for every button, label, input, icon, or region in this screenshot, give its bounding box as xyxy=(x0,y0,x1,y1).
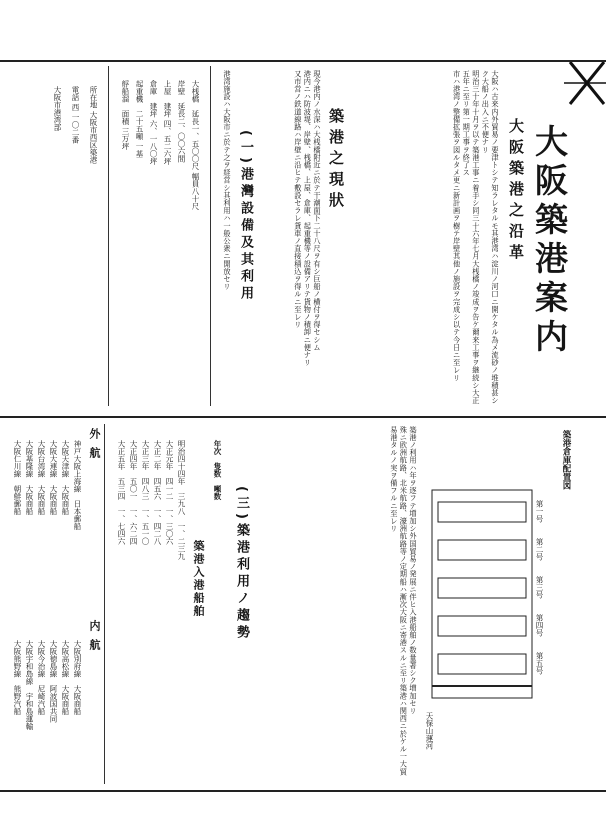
route-company: 日本郵船 xyxy=(73,500,82,530)
facility-row xyxy=(134,80,145,157)
route-name: 神戸大阪上海線 xyxy=(73,440,82,493)
foreign-route-row xyxy=(72,440,83,530)
status-paragraph: 又市営ノ鉄道線路ハ岸壁ニ沿ヒテ敷設セラレ貨車ノ直接積込ヲ得ルニ至レリ xyxy=(293,70,303,329)
ships-year: 明治四十四年 xyxy=(177,440,186,485)
ships-year: 大正四年 xyxy=(129,440,138,470)
foreign-heading xyxy=(86,428,102,460)
ships-count: 四一二 xyxy=(165,477,174,500)
domestic-route-row xyxy=(72,640,83,715)
foreign-route-row xyxy=(24,440,35,515)
warehouse-block xyxy=(438,502,526,522)
ships-count: 四八三 xyxy=(141,477,150,500)
facility-name: 艀船溜 xyxy=(121,80,130,103)
route-name: 大阪宇和島線 xyxy=(25,640,34,685)
ships-count: 三九八 xyxy=(177,492,186,515)
ships-row xyxy=(128,440,139,545)
domestic-route-row xyxy=(36,640,47,715)
column-divider xyxy=(104,424,105,784)
history-paragraph: 大阪ハ古来内外貿易ノ要津トシテ知ラレタルモ其港湾ハ淀川ノ河口ニ開ケタル為メ流砂ノ堆積甚シク大船ノ出入ニ不便ナリ xyxy=(481,70,500,405)
facility-row xyxy=(162,80,173,165)
route-company: 大阪商船 xyxy=(61,685,70,715)
facility-spec: 建坪 四、五二六坪 xyxy=(163,102,172,165)
history-paragraph: 明治三十年十月ヲ以テ築港工事ニ着手シ同三十六年七月大桟橋ノ竣成ヲ告ケ爾来工事ヲ継続シ大正五年ニ至リ第一期工事ヲ終了ス xyxy=(462,70,481,405)
diagram-label: 第四号 xyxy=(535,614,544,637)
warehouse-block xyxy=(438,578,526,598)
warehouse-block xyxy=(438,540,526,560)
ships-tonnage: 一、六二四 xyxy=(129,507,138,545)
equipment-intro xyxy=(214,70,232,370)
ships-row xyxy=(140,440,151,545)
facility-name: 大桟橋 xyxy=(191,80,200,103)
corner-cross-ornament-icon xyxy=(564,58,606,108)
ships-heading-text: 築港入港船舶 xyxy=(192,540,205,618)
status-text xyxy=(260,70,322,410)
note-line xyxy=(52,86,63,131)
route-company: 宇和島運輸 xyxy=(25,692,34,730)
ships-tonnage: 一、七四六 xyxy=(117,507,126,545)
ships-year: 大正五年 xyxy=(117,440,126,470)
ships-count: 四五六 xyxy=(153,477,162,500)
route-name: 大阪熊野線 xyxy=(13,640,22,678)
status-heading-text: 築港之現狀 xyxy=(327,108,345,213)
note-text: 所在地 大阪市西区築港 xyxy=(89,86,98,164)
history-heading-text: 大阪築港之沿革 xyxy=(507,118,525,265)
middle-rule xyxy=(0,416,606,418)
equipment-number: (一) xyxy=(238,130,253,167)
note-text: 電話 西 一〇二番 xyxy=(71,86,80,144)
diagram-label: 第三号 xyxy=(535,576,544,599)
ships-tonnage: 一、三〇六 xyxy=(165,507,174,545)
foreign-route-row xyxy=(48,440,59,515)
domestic-route-row xyxy=(24,640,35,730)
route-company: 阿波国共同 xyxy=(49,685,58,723)
ships-tonnage: 一、二三九 xyxy=(177,522,186,560)
ships-header-row xyxy=(212,440,223,500)
ships-count: 五〇一 xyxy=(129,477,138,500)
route-name: 大阪別府線 xyxy=(73,640,82,678)
diagram-frame xyxy=(432,490,532,698)
facility-spec: 延長二、〇〇六間 xyxy=(177,102,186,163)
usage-paragraph: 築港ノ利用ハ年ヲ逐フテ増加シ外国貿易ノ発展ニ伴ヒ入港船舶ノ数量著シク増加セリ xyxy=(409,426,418,715)
facility-row xyxy=(120,80,131,150)
route-company: 熊野汽船 xyxy=(13,685,22,715)
ships-header-tonnage: 噸数 xyxy=(213,485,222,500)
ships-heading xyxy=(190,540,206,618)
ships-count: 五三四 xyxy=(117,477,126,500)
ships-row xyxy=(176,440,187,560)
foreign-heading-text: 外 航 xyxy=(88,428,101,460)
facility-name: 岸壁 xyxy=(177,80,186,95)
route-name: 大阪天津線 xyxy=(61,440,70,478)
ships-tonnage: 一、四二八 xyxy=(153,507,162,545)
facility-spec: 二十五噸 一基 xyxy=(135,110,144,158)
equipment-heading xyxy=(236,130,255,303)
facility-spec: 延長一、五〇〇尺 幅員八十尺 xyxy=(191,110,200,210)
ships-tonnage: 一、五一〇 xyxy=(141,507,150,545)
warehouse-block xyxy=(438,616,526,636)
diagram-label: 第一号 xyxy=(535,500,544,523)
equipment-heading-text: 港灣設備及其利用 xyxy=(238,166,253,303)
column-divider xyxy=(108,66,109,406)
usage-heading-text: 築港利用ノ趨勢 xyxy=(234,522,249,642)
ships-year: 大正三年 xyxy=(141,440,150,470)
route-company: 大阪商船 xyxy=(61,485,70,515)
status-paragraph: 現今港内ノ水深ハ大桟橋附近ニ於テ干潮面下二十八尺ヲ有シ巨船ノ横付ヲ得セシム xyxy=(313,70,322,352)
domestic-route-row xyxy=(60,640,71,715)
route-name: 大阪基隆線 xyxy=(25,440,34,478)
history-text xyxy=(350,70,500,410)
domestic-heading xyxy=(86,620,102,652)
domestic-route-row xyxy=(48,640,59,723)
route-company: 大阪商船 xyxy=(37,485,46,515)
history-heading xyxy=(506,118,527,265)
ships-row xyxy=(164,440,175,545)
ships-header-year: 年次 xyxy=(213,440,222,455)
usage-heading xyxy=(232,486,251,642)
status-heading xyxy=(326,108,347,213)
facility-row xyxy=(176,80,187,163)
foreign-route-row xyxy=(36,440,47,515)
facility-name: 起重機 xyxy=(135,80,144,103)
note-line xyxy=(88,86,99,163)
history-paragraph: 市ハ港湾ノ整備拡張ヲ図ルタメ更ニ新計画ヲ樹テ岸壁其他ノ施設ヲ完成シ以テ今日ニ至レリ xyxy=(452,70,462,382)
diagram-caption: 築港倉庫配置図 xyxy=(561,430,571,490)
route-name: 大阪台湾線 xyxy=(37,440,46,478)
bottom-rule xyxy=(0,790,606,792)
route-company: 大阪商船 xyxy=(73,685,82,715)
ships-header-count: 隻数 xyxy=(213,462,222,478)
diagram-legend: 天保山運河 xyxy=(425,712,434,750)
diagram-label: 第二号 xyxy=(535,538,544,561)
ships-row xyxy=(116,440,127,545)
route-company: 大阪商船 xyxy=(49,485,58,515)
route-name: 大阪高松線 xyxy=(61,640,70,678)
facility-spec: 建坪 六、一八〇坪 xyxy=(149,102,158,165)
domestic-heading-text: 内 航 xyxy=(88,620,101,652)
page-title: 大阪築港案内 xyxy=(530,124,569,358)
route-company: 大阪商船 xyxy=(25,485,34,515)
facility-spec: 面積 三万坪 xyxy=(121,110,130,150)
usage-text xyxy=(254,426,418,782)
foreign-route-row xyxy=(60,440,71,515)
ships-year: 大正二年 xyxy=(153,440,162,470)
status-paragraph: 港内ニハ防波堤、岸壁、桟橋、上屋、倉庫、起重機等ノ設備アリテ貨物ノ積卸ニ便ナリ xyxy=(303,70,313,367)
facility-row xyxy=(148,80,159,165)
diagram-label: 第五号 xyxy=(535,652,544,675)
facility-row xyxy=(190,80,201,210)
facility-name: 倉庫 xyxy=(149,80,158,95)
warehouse-block xyxy=(438,654,526,674)
column-divider xyxy=(210,66,211,406)
foreign-route-row xyxy=(12,440,23,515)
usage-number: (三) xyxy=(234,486,249,523)
route-name: 大阪大連線 xyxy=(49,440,58,478)
note-text: 大阪市港湾部 xyxy=(53,86,62,131)
route-name: 大阪今治線 xyxy=(37,640,46,678)
ships-year: 大正元年 xyxy=(165,440,174,470)
route-company: 朝鮮郵船 xyxy=(13,485,22,515)
usage-paragraph: 殊ニ欧洲航路、北米航路、濠洲航路等ノ定期船ハ漸次大阪ニ寄港スルニ至リ築港ハ関西ニ於ケル一大貿易港タルノ実ヲ備フルニ至レリ xyxy=(389,426,409,776)
facility-name: 上屋 xyxy=(163,80,172,95)
note-line xyxy=(70,86,81,143)
domestic-route-row xyxy=(12,640,23,715)
ships-row xyxy=(152,440,163,545)
top-rule xyxy=(0,60,606,62)
equipment-intro-text: 港湾施設ハ大阪市ニ於テ之ヲ経営シ其利用ハ一般公衆ニ開放セリ xyxy=(223,70,232,291)
route-name: 大阪徳島線 xyxy=(49,640,58,678)
route-name: 大阪仁川線 xyxy=(13,440,22,478)
warehouse-diagram xyxy=(430,488,534,700)
route-company: 尼崎汽船 xyxy=(37,685,46,715)
